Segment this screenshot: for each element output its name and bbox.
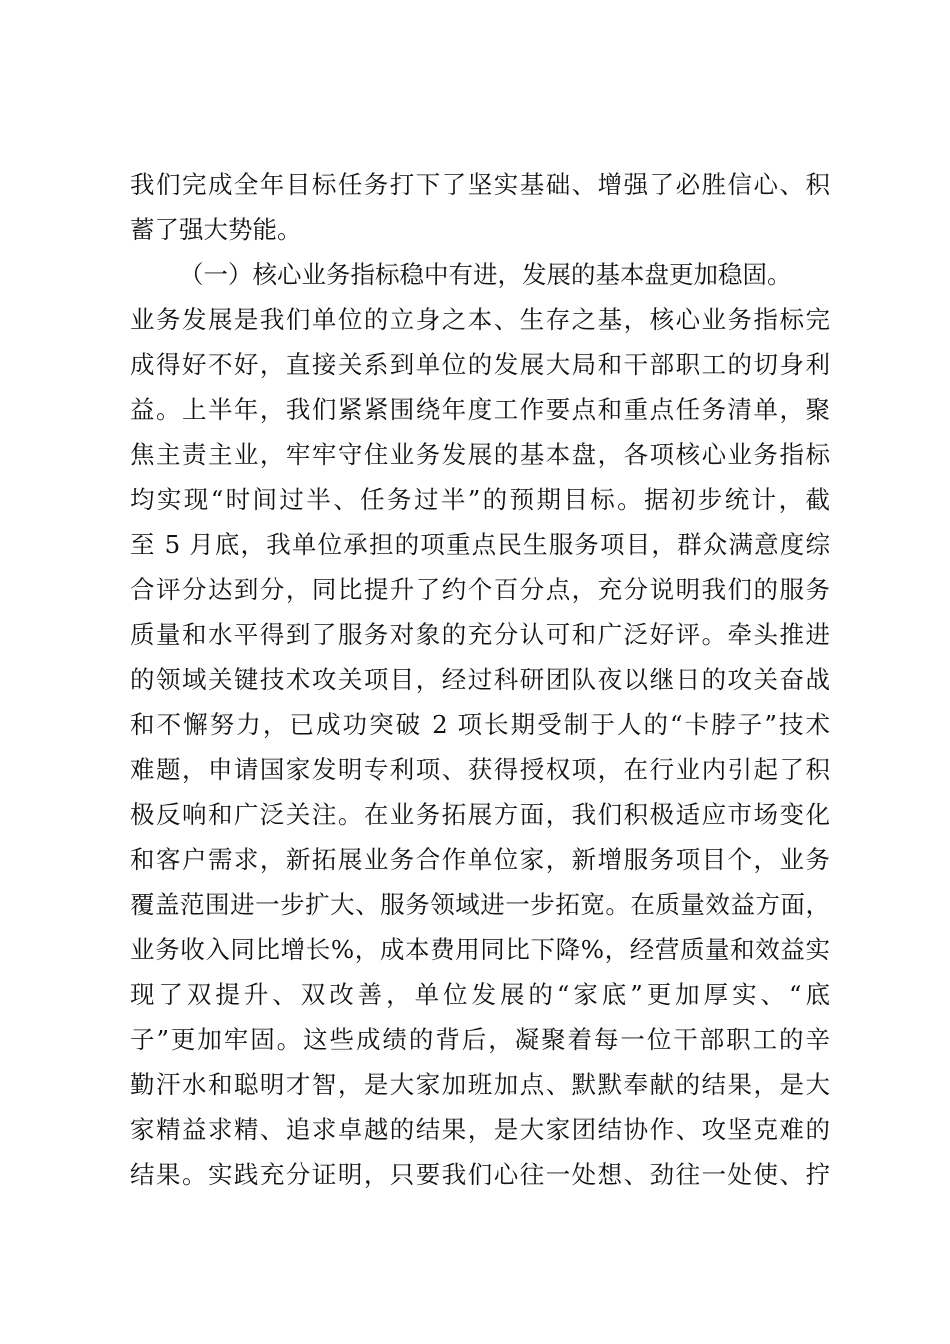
text-line: 至 5 月底，我单位承担的项重点民生服务项目，群众满意度综: [130, 530, 830, 559]
text-line: 业务收入同比增长%，成本费用同比下降%，经营质量和效益实: [130, 935, 830, 964]
body-text: [130, 162, 830, 1197]
section-heading: （一）核心业务指标稳中有进，发展的基本盘更加稳固。: [179, 260, 792, 289]
text-line: 成得好不好，直接关系到单位的发展大局和干部职工的切身利: [130, 350, 830, 379]
text-line: 质量和水平得到了服务对象的充分认可和广泛好评。牵头推进: [130, 620, 830, 649]
text-line: 现了双提升、双改善，单位发展的“家底”更加厚实、“底: [130, 980, 830, 1009]
text-line: 极反响和广泛关注。在业务拓展方面，我们积极适应市场变化: [130, 800, 830, 829]
text-line: 勤汗水和聪明才智，是大家加班加点、默默奉献的结果，是大: [130, 1070, 830, 1099]
text-line: 的领域关键技术攻关项目，经过科研团队夜以继日的攻关奋战: [130, 665, 830, 694]
text-line: 和客户需求，新拓展业务合作单位家，新增服务项目个，业务: [130, 845, 830, 874]
text-line: 业务发展是我们单位的立身之本、生存之基，核心业务指标完: [130, 305, 830, 334]
text-line: 结果。实践充分证明，只要我们心往一处想、劲往一处使、拧: [130, 1160, 830, 1189]
text-line: 蓄了强大势能。: [130, 215, 302, 244]
text-line: 难题，申请国家发明专利项、获得授权项，在行业内引起了积: [130, 755, 830, 784]
text-line: 子”更加牢固。这些成绩的背后，凝聚着每一位干部职工的辛: [130, 1025, 830, 1054]
text-line: 焦主责主业，牢牢守住业务发展的基本盘，各项核心业务指标: [130, 440, 830, 469]
text-line: 我们完成全年目标任务打下了坚实基础、增强了必胜信心、积: [130, 170, 830, 199]
text-line: 均实现“时间过半、任务过半”的预期目标。据初步统计，截: [130, 485, 830, 514]
text-line: 家精益求精、追求卓越的结果，是大家团结协作、攻坚克难的: [130, 1115, 830, 1144]
text-line: 覆盖范围进一步扩大、服务领域进一步拓宽。在质量效益方面，: [130, 890, 830, 919]
text-line: 和不懈努力，已成功突破 2 项长期受制于人的“卡脖子”技术: [130, 710, 830, 739]
text-line: 合评分达到分，同比提升了约个百分点，充分说明我们的服务: [130, 575, 830, 604]
text-line: 益。上半年，我们紧紧围绕年度工作要点和重点任务清单，聚: [130, 395, 830, 424]
